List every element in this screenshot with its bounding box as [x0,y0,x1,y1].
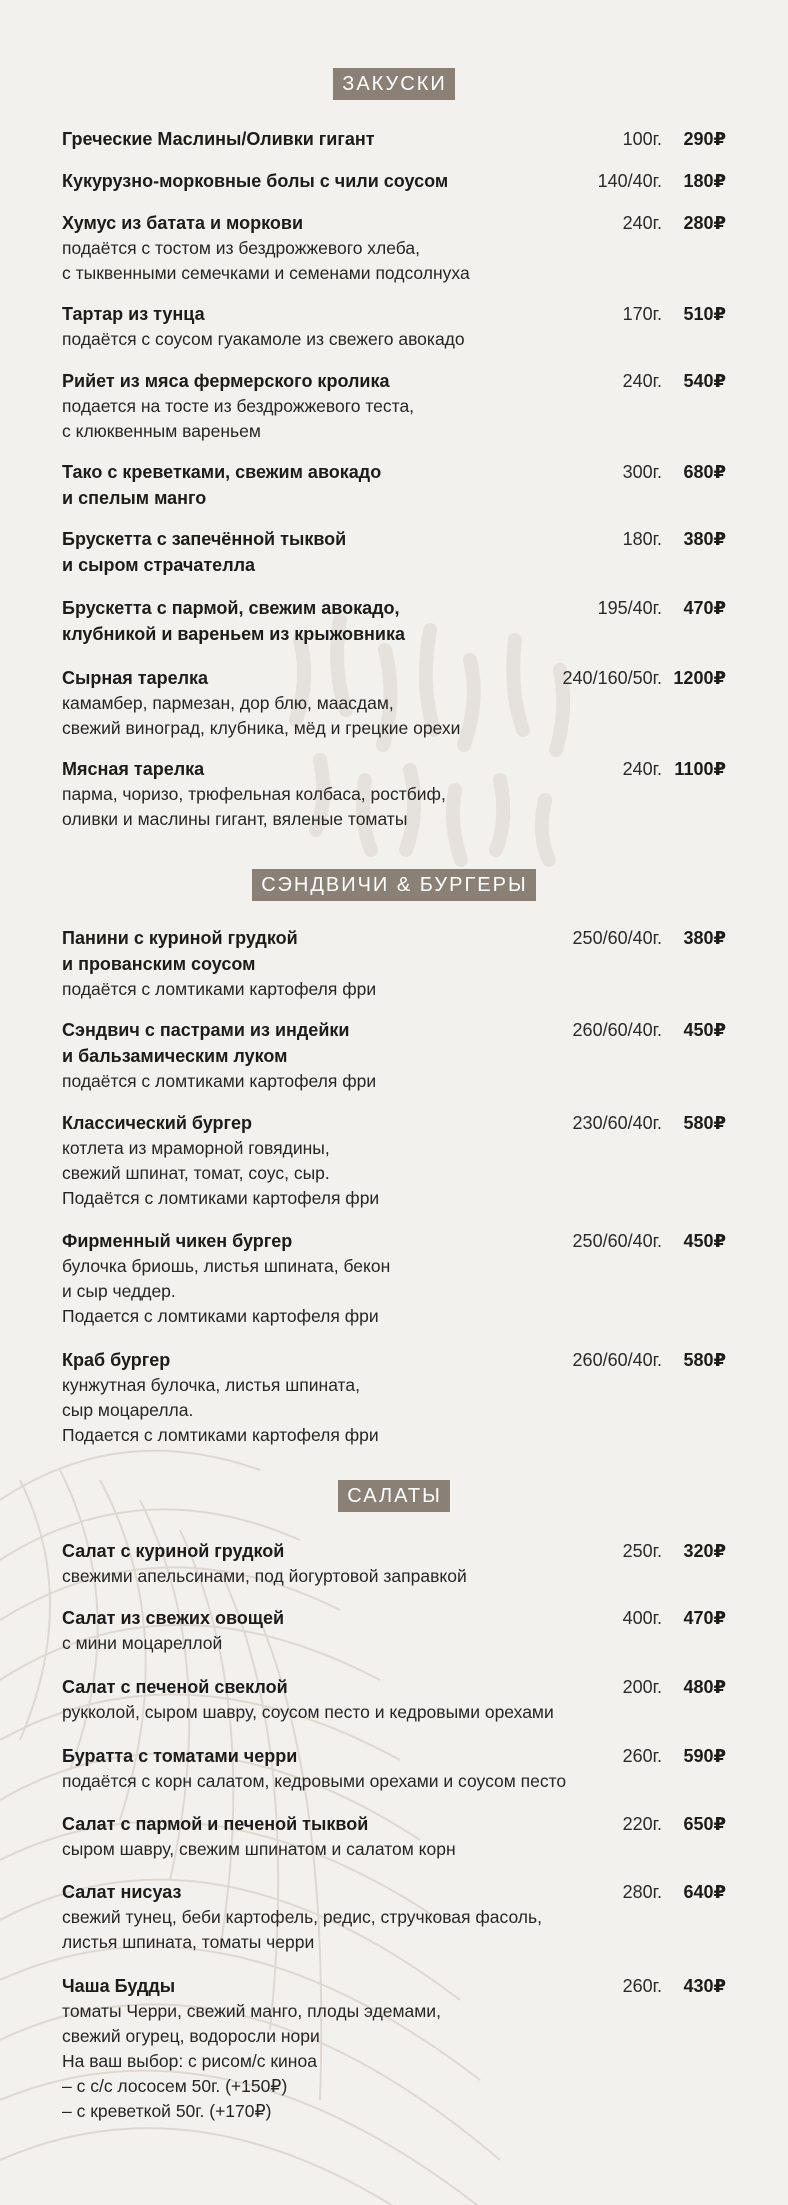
menu-item-row [62,595,726,621]
section-title: САЛАТЫ [338,1480,450,1512]
menu-item-name-line: и сыром страчателла [62,555,256,575]
menu-item-name: Рийет из мяса фермерского кролика [62,371,390,391]
menu-item-row [62,1605,726,1631]
menu-item-name: Кукурузно-морковные болы с чили соусом [62,171,449,191]
menu-item [62,168,726,194]
menu-item-price: 280₽ [683,213,726,233]
menu-item-weight: 280г. [622,1882,662,1902]
menu-item-price: 540₽ [683,371,726,391]
menu-item-weight: 240г. [622,759,662,779]
menu-item-price: 510₽ [683,304,726,324]
section-header [0,1480,788,1512]
menu-item-price: 640₽ [683,1882,726,1902]
menu-item-row [62,1879,726,1905]
menu-item-description: котлета из мраморной говядины, [62,1138,330,1158]
menu-item-description: свежий виноград, клубника, мёд и грецкие орехи [62,718,461,738]
menu-item-weight: 250/60/40г. [572,1231,662,1251]
menu-item-name: Сэндвич с пастрами из индейки [62,1020,350,1040]
menu-item-row [62,1743,726,1769]
menu-item-description: сыр моцарелла. [62,1400,194,1420]
menu-item-description: парма, чоризо, трюфельная колбаса, ростбиф, [62,784,446,804]
menu-item-row [62,126,726,152]
menu-item-row [62,925,726,951]
menu-item-description: подаётся с ломтиками картофеля фри [62,1071,377,1091]
menu-item-weight: 260г. [622,1746,662,1766]
menu-item-row [62,1347,726,1373]
menu-item [62,756,726,832]
menu-item-row [62,1674,726,1700]
menu-item-price: 1200₽ [673,668,726,688]
menu-item-weight: 170г. [622,304,662,324]
menu-item-row [62,1110,726,1136]
menu-item-price: 650₽ [683,1814,726,1834]
menu-item-weight: 250/60/40г. [572,928,662,948]
menu-item-description: подаётся с корн салатом, кедровыми орехами и соусом песто [62,1771,567,1791]
menu-item-price: 480₽ [683,1677,726,1697]
menu-item-description: камамбер, пармезан, дор блю, маасдам, [62,693,394,713]
menu-item-weight: 240/160/50г. [562,668,662,688]
menu-item-description: Подается с ломтиками картофеля фри [62,1425,379,1445]
menu-item [62,1605,726,1656]
menu-item-weight: 195/40г. [597,598,662,618]
menu-item-weight: 300г. [622,462,662,482]
menu-item-row [62,1538,726,1564]
menu-item-weight: 260/60/40г. [572,1350,662,1370]
menu-item-description: – с креветкой 50г. (+170₽) [62,2101,272,2121]
menu-item-description: подаётся с ломтиками картофеля фри [62,979,377,999]
menu-item-description: булочка бриошь, листья шпината, бекон [62,1256,391,1276]
menu-item-description: подаётся с тостом из бездрожжевого хлеба, [62,238,421,258]
menu-item [62,1347,726,1448]
menu-item-weight: 180г. [622,529,662,549]
menu-item-row [62,1811,726,1837]
menu-item-name: Фирменный чикен бургер [62,1231,293,1251]
menu-item-price: 680₽ [683,462,726,482]
menu-item-description: кунжутная булочка, листья шпината, [62,1375,360,1395]
menu-item-name: Классический бургер [62,1113,253,1133]
menu-item [62,595,726,647]
menu-item [62,1228,726,1329]
menu-item-weight: 260г. [622,1976,662,1996]
menu-item-weight: 230/60/40г. [572,1113,662,1133]
menu-item-weight: 140/40г. [597,171,662,191]
menu-item [62,1110,726,1211]
menu-item-weight: 240г. [622,371,662,391]
menu-item-weight: 240г. [622,213,662,233]
menu-item-price: 290₽ [683,129,726,149]
menu-item-name: Хумус из батата и моркови [62,213,304,233]
menu-item-name: Брускетта с запечённой тыквой [62,529,347,549]
menu-item [62,1879,726,1955]
menu-item-name: Салат из свежих овощей [62,1608,285,1628]
menu-item [62,665,726,741]
menu-item [62,1538,726,1589]
menu-item-row [62,210,726,236]
menu-item [62,459,726,511]
menu-item-weight: 400г. [622,1608,662,1628]
menu-item-name: Мясная тарелка [62,759,205,779]
menu-item-weight: 220г. [622,1814,662,1834]
menu-item-description: подается на тосте из бездрожжевого теста, [62,396,415,416]
menu-item-row [62,1973,726,1999]
menu-item-name: Салат с пармой и печеной тыквой [62,1814,369,1834]
menu-item-name: Тако с креветками, свежим авокадо [62,462,382,482]
menu-item-name-line: и бальзамическим луком [62,1046,288,1066]
menu-item [62,925,726,1002]
menu-item [62,1017,726,1094]
menu-item-price: 450₽ [683,1020,726,1040]
menu-item-description: свежий огурец, водоросли нори [62,2026,320,2046]
menu-item-description: На ваш выбор: с рисом/с киноа [62,2051,317,2071]
menu-item-name-line: и спелым манго [62,488,207,508]
menu-item-price: 580₽ [683,1350,726,1370]
menu-item [62,1811,726,1862]
menu-item-price: 590₽ [683,1746,726,1766]
menu-item-name: Салат с куриной грудкой [62,1541,285,1561]
menu-item-name-line: клубникой и вареньем из крыжовника [62,624,405,644]
menu-item-description: листья шпината, томаты черри [62,1932,315,1952]
menu-item-row [62,756,726,782]
menu-item-name: Буратта с томатами черри [62,1746,298,1766]
menu-item-description: с тыквенными семечками и семенами подсолнуха [62,263,470,283]
menu-item-price: 450₽ [683,1231,726,1251]
menu-item-description: свежий шпинат, томат, соус, сыр. [62,1163,330,1183]
menu-item-weight: 250г. [622,1541,662,1561]
menu-item-weight: 200г. [622,1677,662,1697]
section-header [0,68,788,100]
menu-item [62,126,726,152]
menu-item-name: Брускетта с пармой, свежим авокадо, [62,598,400,618]
menu-item-row [62,1017,726,1043]
menu-item [62,1743,726,1794]
menu-item-description: свежими апельсинами, под йогуртовой заправкой [62,1566,467,1586]
menu-item-weight: 100г. [622,129,662,149]
menu-item-name: Чаша Будды [62,1976,176,1996]
menu-item-description: сыром шавру, свежим шпинатом и салатом корн [62,1839,456,1859]
menu-item-description: Подается с ломтиками картофеля фри [62,1306,379,1326]
menu-item-description: с мини моцареллой [62,1633,223,1653]
menu-item-row [62,368,726,394]
menu-item-description: свежий тунец, беби картофель, редис, стручковая фасоль, [62,1907,542,1927]
menu-item-weight: 260/60/40г. [572,1020,662,1040]
menu-item-price: 430₽ [683,1976,726,1996]
menu-item-description: томаты Черри, свежий манго, плоды эдемами, [62,2001,441,2021]
menu-item-name: Салат с печеной свеклой [62,1677,288,1697]
menu-item [62,301,726,352]
section-title: СЭНДВИЧИ & БУРГЕРЫ [252,869,535,901]
menu-item-price: 180₽ [683,171,726,191]
menu-item [62,1674,726,1725]
menu-item-name: Салат нисуаз [62,1882,182,1902]
menu-item-row [62,459,726,485]
menu-item-description: с клюквенным вареньем [62,421,261,441]
menu-item-price: 470₽ [683,1608,726,1628]
menu-item-price: 380₽ [683,529,726,549]
menu-item [62,1973,726,2124]
menu-item-row [62,526,726,552]
menu-item-description: и сыр чеддер. [62,1281,176,1301]
menu-item-description: подаётся с соусом гуакамоле из свежего авокадо [62,329,465,349]
menu-item-name: Тартар из тунца [62,304,205,324]
menu-item-price: 580₽ [683,1113,726,1133]
menu-item [62,210,726,286]
menu-item-row [62,665,726,691]
menu-item-row [62,1228,726,1254]
menu-item-name: Греческие Маслины/Оливки гигант [62,129,375,149]
section-header [0,869,788,901]
menu-item-description: рукколой, сыром шавру, соусом песто и кедровыми орехами [62,1702,554,1722]
menu-item-name: Краб бургер [62,1350,171,1370]
menu-item-name: Панини с куриной грудкой [62,928,298,948]
menu-item [62,526,726,578]
menu-item-price: 470₽ [683,598,726,618]
menu-item-price: 380₽ [683,928,726,948]
menu-item-row [62,301,726,327]
menu-item-row [62,168,726,194]
menu-item-description: – с с/с лососем 50г. (+150₽) [62,2076,288,2096]
menu-item-price: 1100₽ [674,759,726,779]
menu-item-price: 320₽ [683,1541,726,1561]
section-title: ЗАКУСКИ [333,68,454,100]
menu-item-name-line: и прованским соусом [62,954,256,974]
menu-item-name: Сырная тарелка [62,668,209,688]
menu-item [62,368,726,444]
menu-item-description: Подаётся с ломтиками картофеля фри [62,1188,380,1208]
menu-item-description: оливки и маслины гигант, вяленые томаты [62,809,408,829]
